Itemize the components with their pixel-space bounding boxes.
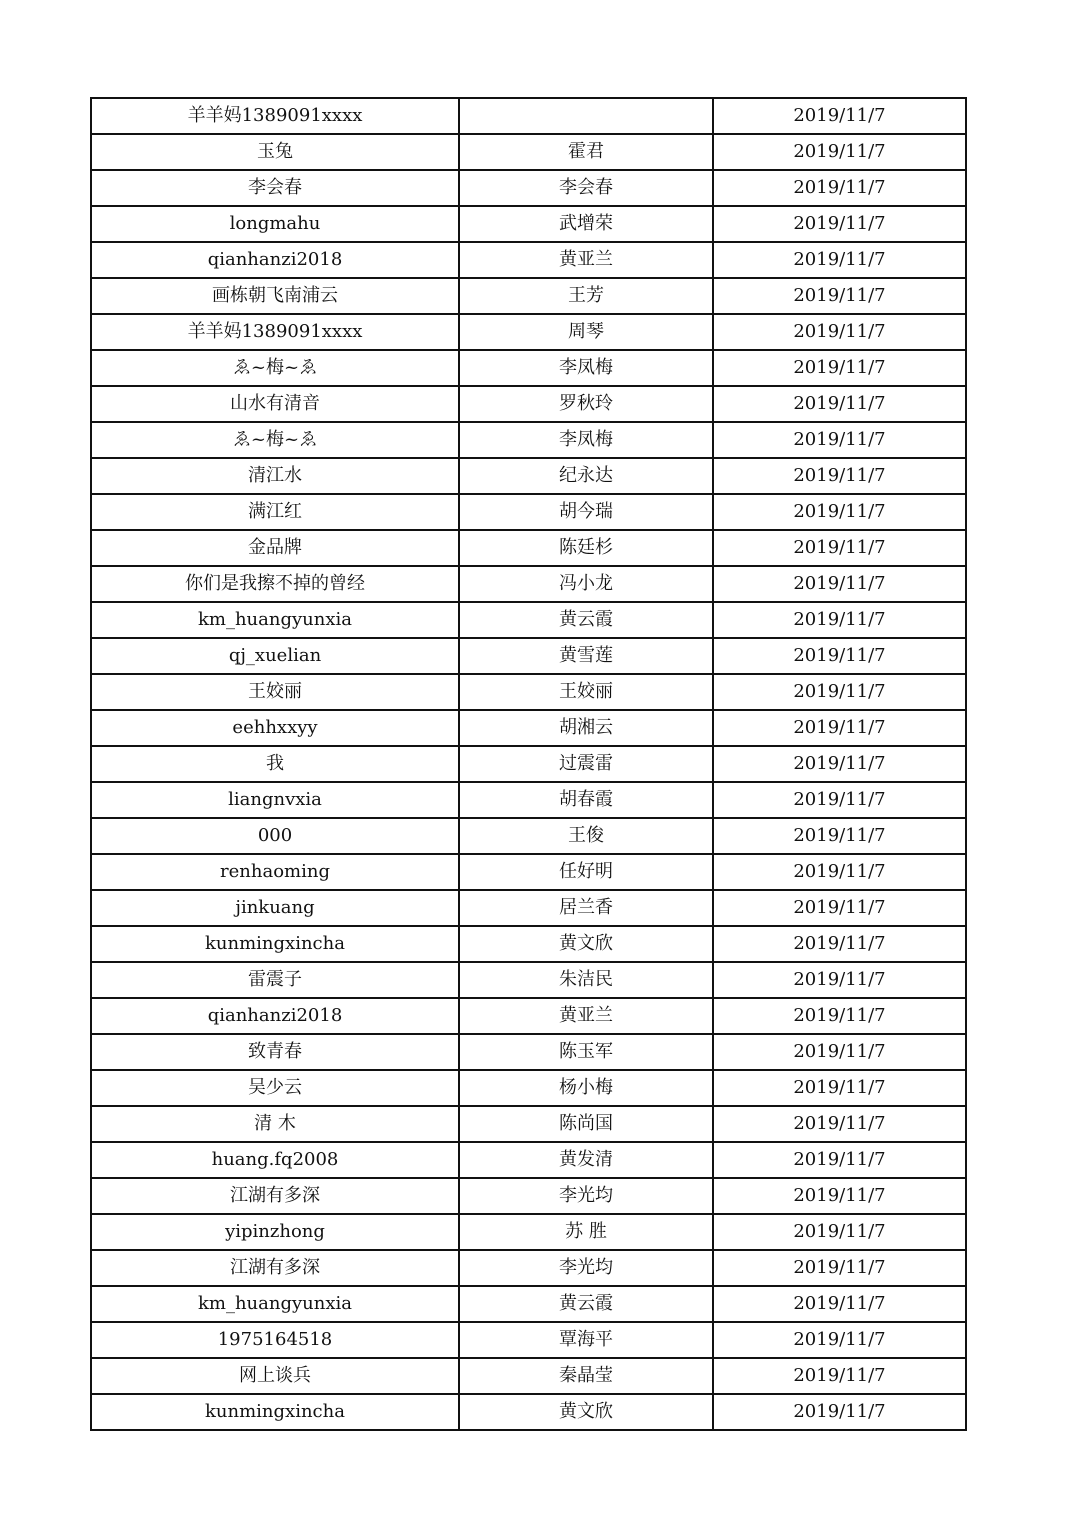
name-cell: 纪永达 [459, 458, 713, 494]
name-cell: 胡春霞 [459, 782, 713, 818]
date-cell: 2019/11/7 [713, 314, 966, 350]
name-cell: 黄云霞 [459, 1286, 713, 1322]
table-row [91, 818, 966, 854]
date-cell: 2019/11/7 [713, 98, 966, 134]
document-page [90, 97, 965, 1431]
nickname-cell: liangnvxia [91, 782, 459, 818]
nickname-cell: 玉兔 [91, 134, 459, 170]
name-cell: 周琴 [459, 314, 713, 350]
date-cell: 2019/11/7 [713, 242, 966, 278]
nickname-cell: km_huangyunxia [91, 1286, 459, 1322]
table-row [91, 530, 966, 566]
date-cell: 2019/11/7 [713, 278, 966, 314]
nickname-cell: qj_xuelian [91, 638, 459, 674]
nickname-cell: 致青春 [91, 1034, 459, 1070]
name-cell: 胡今瑞 [459, 494, 713, 530]
date-cell: 2019/11/7 [713, 1070, 966, 1106]
nickname-cell: 你们是我擦不掉的曾经 [91, 566, 459, 602]
nickname-cell: 清 木 [91, 1106, 459, 1142]
name-cell: 陈廷杉 [459, 530, 713, 566]
nickname-cell: qianhanzi2018 [91, 998, 459, 1034]
name-cell: 苏 胜 [459, 1214, 713, 1250]
date-cell: 2019/11/7 [713, 962, 966, 998]
nickname-cell: 山水有清音 [91, 386, 459, 422]
table-row [91, 314, 966, 350]
table-row [91, 1394, 966, 1430]
nickname-cell: huang.fq2008 [91, 1142, 459, 1178]
date-cell: 2019/11/7 [713, 638, 966, 674]
name-cell: 罗秋玲 [459, 386, 713, 422]
nickname-cell: 网上谈兵 [91, 1358, 459, 1394]
name-cell: 李凤梅 [459, 422, 713, 458]
date-cell: 2019/11/7 [713, 350, 966, 386]
nickname-cell: 江湖有多深 [91, 1178, 459, 1214]
name-cell: 霍君 [459, 134, 713, 170]
nickname-cell: 我 [91, 746, 459, 782]
table-row [91, 242, 966, 278]
nickname-cell: 羊羊妈1389091xxxx [91, 98, 459, 134]
nickname-cell: ゑ~梅~ゑ [91, 350, 459, 386]
date-cell: 2019/11/7 [713, 1394, 966, 1430]
nickname-cell: yipinzhong [91, 1214, 459, 1250]
date-cell: 2019/11/7 [713, 1106, 966, 1142]
date-cell: 2019/11/7 [713, 458, 966, 494]
table-row [91, 1106, 966, 1142]
name-cell: 黄文欣 [459, 926, 713, 962]
table-row [91, 422, 966, 458]
name-cell: 朱洁民 [459, 962, 713, 998]
date-cell: 2019/11/7 [713, 1034, 966, 1070]
nickname-cell: ゑ~梅~ゑ [91, 422, 459, 458]
name-cell: 秦晶莹 [459, 1358, 713, 1394]
nickname-cell: jinkuang [91, 890, 459, 926]
table-row [91, 494, 966, 530]
date-cell: 2019/11/7 [713, 1322, 966, 1358]
table-row [91, 170, 966, 206]
date-cell: 2019/11/7 [713, 170, 966, 206]
date-cell: 2019/11/7 [713, 746, 966, 782]
table-row [91, 1178, 966, 1214]
table-row [91, 350, 966, 386]
name-cell: 王姣丽 [459, 674, 713, 710]
name-cell: 陈尚国 [459, 1106, 713, 1142]
name-cell: 武增荣 [459, 206, 713, 242]
date-cell: 2019/11/7 [713, 854, 966, 890]
table-row [91, 1358, 966, 1394]
table-row [91, 386, 966, 422]
name-cell: 黄雪莲 [459, 638, 713, 674]
records-table [90, 97, 967, 1431]
date-cell: 2019/11/7 [713, 710, 966, 746]
table-row [91, 1070, 966, 1106]
table-row [91, 1142, 966, 1178]
date-cell: 2019/11/7 [713, 890, 966, 926]
date-cell: 2019/11/7 [713, 782, 966, 818]
nickname-cell: 满江红 [91, 494, 459, 530]
date-cell: 2019/11/7 [713, 530, 966, 566]
date-cell: 2019/11/7 [713, 1178, 966, 1214]
name-cell: 王俊 [459, 818, 713, 854]
table-row [91, 1286, 966, 1322]
table-row [91, 782, 966, 818]
table-row [91, 1250, 966, 1286]
name-cell: 黄云霞 [459, 602, 713, 638]
table-row [91, 566, 966, 602]
name-cell: 王芳 [459, 278, 713, 314]
nickname-cell: 李会春 [91, 170, 459, 206]
nickname-cell: 金品牌 [91, 530, 459, 566]
name-cell: 李会春 [459, 170, 713, 206]
nickname-cell: 江湖有多深 [91, 1250, 459, 1286]
nickname-cell: 清江水 [91, 458, 459, 494]
name-cell [459, 98, 713, 134]
records-table-body [91, 98, 966, 1430]
nickname-cell: eehhxxyy [91, 710, 459, 746]
table-row [91, 710, 966, 746]
date-cell: 2019/11/7 [713, 602, 966, 638]
nickname-cell: renhaoming [91, 854, 459, 890]
nickname-cell: 雷震子 [91, 962, 459, 998]
name-cell: 李凤梅 [459, 350, 713, 386]
date-cell: 2019/11/7 [713, 818, 966, 854]
date-cell: 2019/11/7 [713, 134, 966, 170]
date-cell: 2019/11/7 [713, 494, 966, 530]
name-cell: 陈玉军 [459, 1034, 713, 1070]
nickname-cell: 王姣丽 [91, 674, 459, 710]
nickname-cell: 000 [91, 818, 459, 854]
date-cell: 2019/11/7 [713, 1142, 966, 1178]
table-row [91, 602, 966, 638]
nickname-cell: 画栋朝飞南浦云 [91, 278, 459, 314]
nickname-cell: 羊羊妈1389091xxxx [91, 314, 459, 350]
date-cell: 2019/11/7 [713, 1358, 966, 1394]
name-cell: 李光均 [459, 1250, 713, 1286]
nickname-cell: qianhanzi2018 [91, 242, 459, 278]
table-row [91, 1214, 966, 1250]
table-row [91, 1322, 966, 1358]
date-cell: 2019/11/7 [713, 206, 966, 242]
name-cell: 杨小梅 [459, 1070, 713, 1106]
nickname-cell: 1975164518 [91, 1322, 459, 1358]
name-cell: 冯小龙 [459, 566, 713, 602]
date-cell: 2019/11/7 [713, 1250, 966, 1286]
nickname-cell: kunmingxincha [91, 1394, 459, 1430]
table-row [91, 926, 966, 962]
date-cell: 2019/11/7 [713, 674, 966, 710]
date-cell: 2019/11/7 [713, 1286, 966, 1322]
date-cell: 2019/11/7 [713, 566, 966, 602]
table-row [91, 998, 966, 1034]
table-row [91, 1034, 966, 1070]
date-cell: 2019/11/7 [713, 386, 966, 422]
nickname-cell: kunmingxincha [91, 926, 459, 962]
nickname-cell: longmahu [91, 206, 459, 242]
name-cell: 黄文欣 [459, 1394, 713, 1430]
name-cell: 李光均 [459, 1178, 713, 1214]
name-cell: 任好明 [459, 854, 713, 890]
name-cell: 胡湘云 [459, 710, 713, 746]
table-row [91, 674, 966, 710]
date-cell: 2019/11/7 [713, 998, 966, 1034]
table-row [91, 98, 966, 134]
date-cell: 2019/11/7 [713, 422, 966, 458]
name-cell: 黄亚兰 [459, 242, 713, 278]
table-row [91, 638, 966, 674]
table-row [91, 854, 966, 890]
name-cell: 覃海平 [459, 1322, 713, 1358]
table-row [91, 278, 966, 314]
table-row [91, 962, 966, 998]
name-cell: 黄发清 [459, 1142, 713, 1178]
name-cell: 居兰香 [459, 890, 713, 926]
nickname-cell: 吴少云 [91, 1070, 459, 1106]
date-cell: 2019/11/7 [713, 1214, 966, 1250]
nickname-cell: km_huangyunxia [91, 602, 459, 638]
table-row [91, 206, 966, 242]
date-cell: 2019/11/7 [713, 926, 966, 962]
name-cell: 过震雷 [459, 746, 713, 782]
name-cell: 黄亚兰 [459, 998, 713, 1034]
table-row [91, 134, 966, 170]
table-row [91, 458, 966, 494]
table-row [91, 746, 966, 782]
table-row [91, 890, 966, 926]
